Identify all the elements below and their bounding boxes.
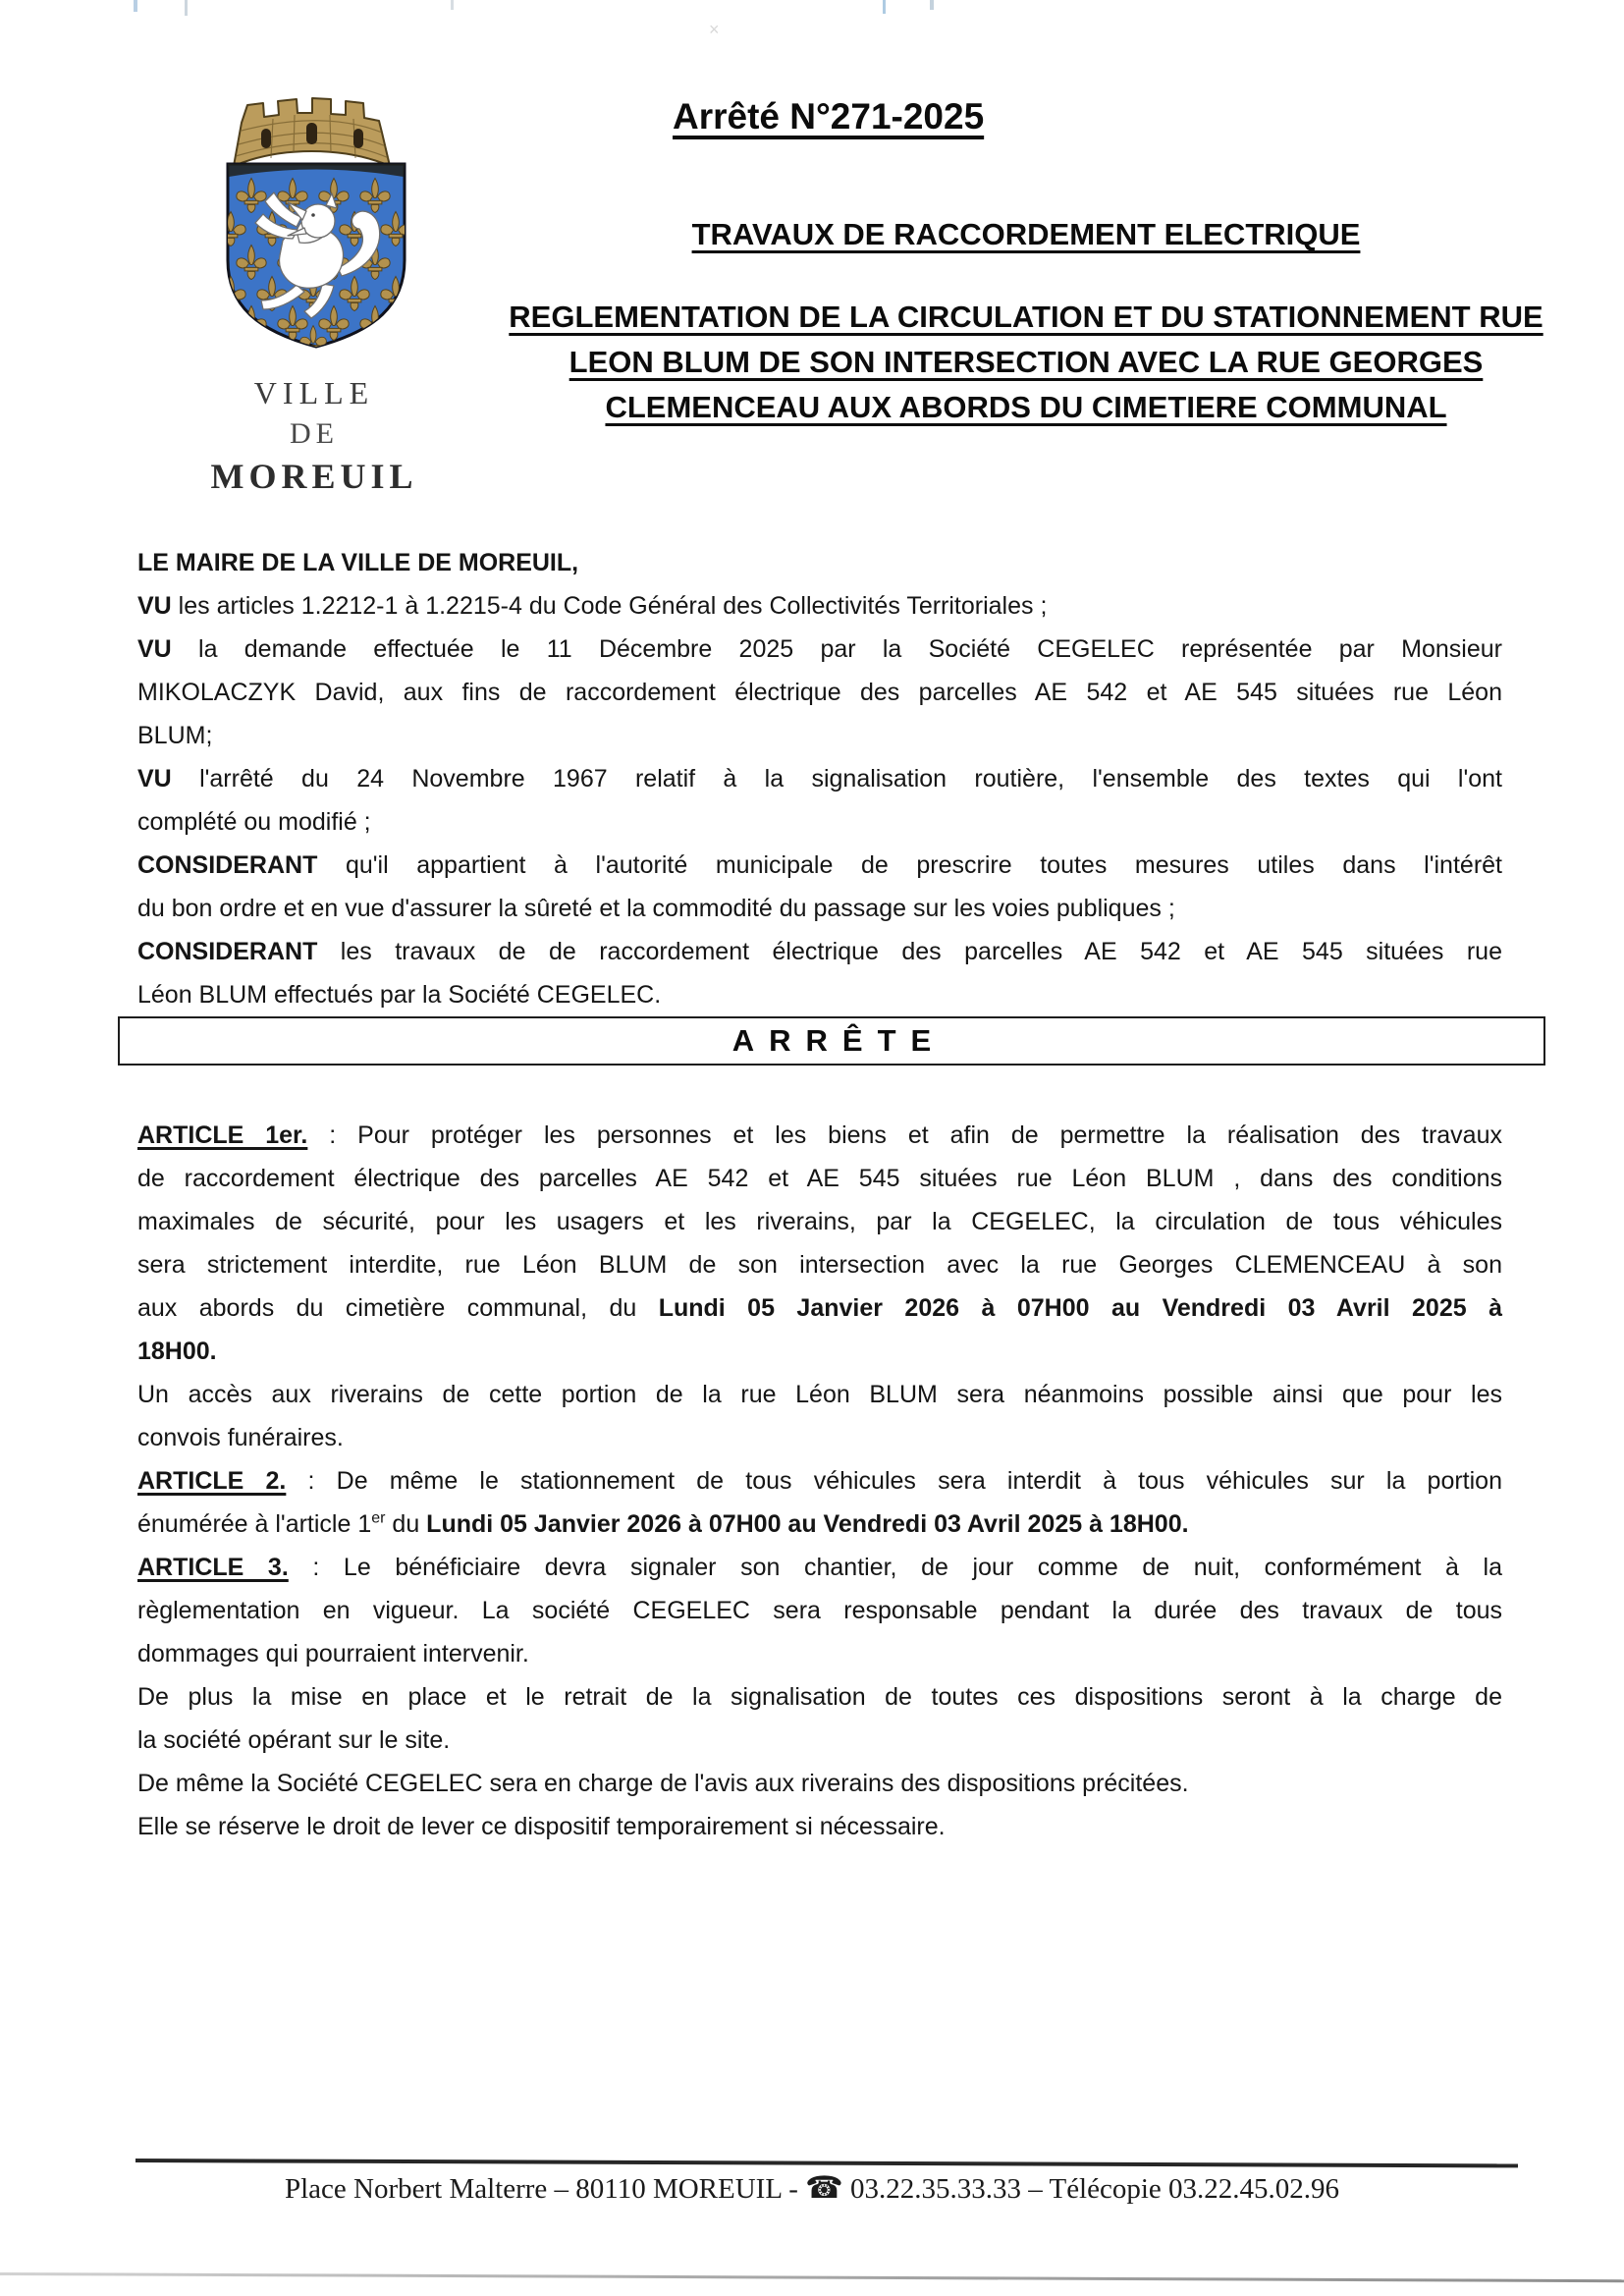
scan-artifact-mark: × [709, 20, 720, 39]
superscript-er: er [371, 1509, 386, 1527]
regulation-heading-line: LEON BLUM DE SON INTERSECTION AVEC LA RUE GEORGES [568, 345, 1484, 379]
considerant-paragraph-1: CONSIDERANT qu'il appartient à l'autorité municipale de prescrire toutes mesures utiles dans l'intérêt du bon ordre et en vue d'assurer la sûreté et la commodité du passage sur les voies publiques ; [137, 851, 1502, 922]
article-1: ARTICLE 1er. : Pour protéger les personnes et les biens et afin de permettre la réalisation des travaux de raccordement électrique des parcelles AE 542 et AE 545 situées rue Léon BLUM , dans des conditions maximales de sécurité, pour les usagers et les riverains, par la CEGELEC, la circulation de tous véhicules sera strictement interdite, rue Léon BLUM de son intersection avec la rue Georges CLEMENCEAU à son aux abords du cimetière communal, du Lundi 05 Janvier 2026 à 07H00 au Vendredi 03 Avril 2025 à 18H00. Un accès aux riverains de cette portion de la rue Léon BLUM sera néanmoins possible ainsi que pour les convois funéraires. [137, 1121, 1502, 1451]
vu-label: VU [137, 765, 172, 793]
scan-artifact-tick [185, 0, 188, 16]
scan-artifact-tick [451, 0, 454, 10]
regulation-heading-line: REGLEMENTATION DE LA CIRCULATION ET DU STATIONNEMENT RUE [509, 300, 1543, 334]
considerant-label: CONSIDERANT [137, 851, 318, 879]
salutation: LE MAIRE DE LA VILLE DE MOREUIL, [137, 549, 579, 576]
vu-paragraph-3: VU l'arrêté du 24 Novembre 1967 relatif à la signalisation routière, l'ensemble des textes qui l'ont complété ou modifié ; [137, 765, 1502, 836]
article-2-label: ARTICLE 2. [137, 1467, 287, 1495]
decree-title: Arrêté N°271-2025 [673, 96, 985, 137]
article-3: ARTICLE 3. : Le bénéficiaire devra signaler son chantier, de jour comme de nuit, conformément à la règlementation en vigueur. La société CEGELEC sera responsable pendant la durée des travaux de tous dommages qui pourraient intervenir. De plus la mise en place et le retrait de la signalisation de toutes ces dispositions seront à la charge de la société opérant sur le site. De même la Société CEGELEC sera en charge de l'avis aux riverains des dispositions précitées. Elle se réserve le droit de lever ce dispositif temporairement si nécessaire. [137, 1554, 1502, 1840]
article-2: ARTICLE 2. : De même le stationnement de tous véhicules sera interdit à tous véhicules sur la portion énumérée à l'article 1er du Lundi 05 Janvier 2026 à 07H00 au Vendredi 03 Avril 2025 à 18H00. [137, 1467, 1502, 1538]
article-1-label: ARTICLE 1er. [137, 1121, 308, 1149]
scan-artifact-tick [883, 0, 886, 14]
vu-paragraph-2: VU la demande effectuée le 11 Décembre 2025 par la Société CEGELEC représentée par Monsieur MIKOLACZYK David, aux fins de raccordement électrique des parcelles AE 542 et AE 545 situées rue Léon BLUM; [137, 635, 1502, 749]
scan-artifact-tick [930, 0, 934, 10]
vu-paragraph-1: VU les articles 1.2212-1 à 1.2215-4 du Code Général des Collectivités Territoriales ; [137, 592, 1048, 620]
regulation-heading-line: CLEMENCEAU AUX ABORDS DU CIMETIERE COMMUNAL [605, 390, 1447, 424]
regulation-heading [452, 295, 1600, 430]
scan-paper-edge [0, 2272, 1624, 2282]
footer-address-line: Place Norbert Malterre – 80110 MOREUIL - ☎ 03.22.35.33.33 – Télécopie 03.22.45.02.96 [284, 2170, 1340, 2205]
article-3-label: ARTICLE 3. [137, 1554, 289, 1581]
arrete-banner: ARRÊTE [118, 1016, 1545, 1066]
subject-heading: TRAVAUX DE RACCORDEMENT ELECTRIQUE [691, 217, 1361, 251]
considerant-label: CONSIDERANT [137, 938, 318, 965]
scan-artifact-tick [134, 0, 137, 12]
city-line-moreuil: MOREUIL [210, 457, 418, 496]
moreuil-coat-of-arms-icon [187, 83, 442, 408]
vu-label: VU [137, 592, 172, 620]
city-line-ville: VILLE [253, 375, 375, 410]
city-line-de: DE [290, 417, 339, 450]
considerant-paragraph-2: CONSIDERANT les travaux de de raccordement électrique des parcelles AE 542 et AE 545 situées rue Léon BLUM effectués par la Société CEGELEC. [137, 938, 1502, 1009]
city-name-block [147, 371, 481, 499]
vu-label: VU [137, 635, 172, 663]
telephone-icon: ☎ [805, 2170, 843, 2205]
decree-body [137, 541, 1502, 1848]
